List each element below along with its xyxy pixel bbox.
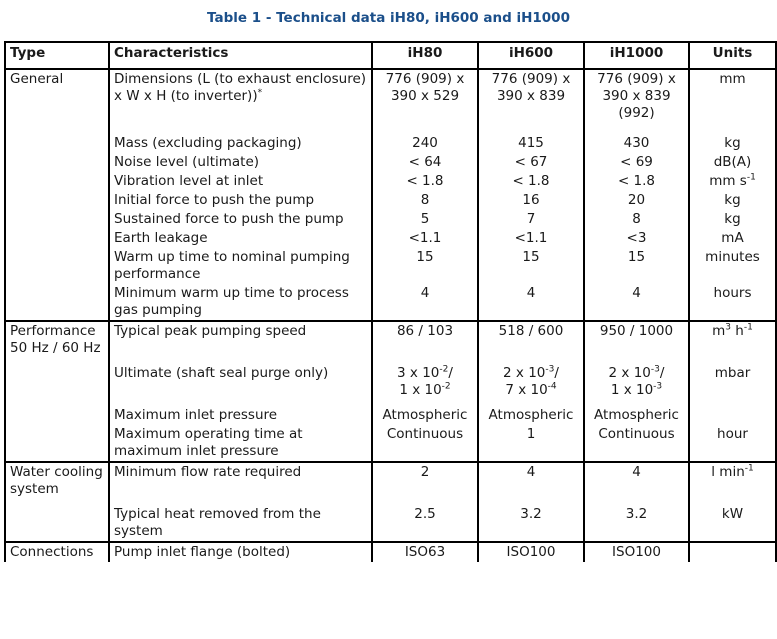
- characteristic-cell: Mass (excluding packaging): [109, 134, 372, 153]
- header-ih1000: iH1000: [584, 42, 689, 69]
- units-cell: dB(A): [689, 153, 776, 172]
- group-performance: Performance 50 Hz / 60 Hz: [5, 321, 109, 462]
- table-row: [5, 284, 776, 321]
- units-cell: mm: [689, 69, 776, 134]
- table-row: [5, 406, 776, 425]
- ultimate-separator: /: [448, 365, 453, 381]
- units-cell: [689, 542, 776, 562]
- value-cell: ISO100: [584, 542, 689, 562]
- dimensions-ih1000: 776 (909) x 390 x 839: [597, 71, 676, 104]
- value-cell: 2: [372, 462, 478, 505]
- characteristic-cell: Ultimate (shaft seal purge only): [109, 364, 372, 406]
- value-cell: 415: [478, 134, 584, 153]
- value-cell: ISO100: [478, 542, 584, 562]
- table-row: [5, 191, 776, 210]
- table-row: [5, 248, 776, 284]
- ultimate-exponent: -2: [439, 364, 449, 375]
- units-cell: [689, 172, 776, 191]
- value-cell: <1.1: [478, 229, 584, 248]
- units-exponent: -1: [746, 172, 756, 183]
- ultimate-exponent: -3: [653, 381, 663, 392]
- value-cell: 4: [584, 462, 689, 505]
- ultimate-exponent: -4: [547, 381, 557, 392]
- table-row: [5, 210, 776, 229]
- value-cell: 240: [372, 134, 478, 153]
- table-row: [5, 542, 776, 562]
- units-cell: hour: [689, 425, 776, 462]
- units-base: l min: [711, 464, 745, 480]
- value-cell: < 67: [478, 153, 584, 172]
- value-cell: 8: [372, 191, 478, 210]
- characteristic-cell: Vibration level at inlet: [109, 172, 372, 191]
- table-row: [5, 153, 776, 172]
- table-row: [5, 425, 776, 462]
- ultimate-separator: /: [554, 365, 559, 381]
- table-row: [5, 364, 776, 406]
- characteristic-cell: Minimum flow rate required: [109, 462, 372, 505]
- value-cell: 15: [372, 248, 478, 284]
- value-cell: [584, 364, 689, 406]
- value-cell: 2.5: [372, 505, 478, 542]
- footnote-mark: *: [257, 88, 263, 98]
- value-cell: Atmospheric: [372, 406, 478, 425]
- characteristic-cell: Sustained force to push the pump: [109, 210, 372, 229]
- table-row: [5, 172, 776, 191]
- value-cell: 15: [584, 248, 689, 284]
- value-cell: 3.2: [478, 505, 584, 542]
- units-cell: mA: [689, 229, 776, 248]
- ultimate-exponent: -2: [441, 381, 451, 392]
- value-cell: < 1.8: [584, 172, 689, 191]
- value-cell: 15: [478, 248, 584, 284]
- value-cell: [584, 69, 689, 134]
- table-row: [5, 321, 776, 364]
- characteristic-cell: Noise level (ultimate): [109, 153, 372, 172]
- group-connections: Connections: [5, 542, 109, 562]
- characteristic-cell: Typical peak pumping speed: [109, 321, 372, 364]
- value-cell: 16: [478, 191, 584, 210]
- table-row: [5, 229, 776, 248]
- value-cell: Continuous: [584, 425, 689, 462]
- units-cell: kg: [689, 191, 776, 210]
- dimensions-ih1000-alt: (992): [618, 105, 655, 121]
- characteristic-cell: Maximum operating time at maximum inlet pressure: [109, 425, 372, 462]
- ultimate-mantissa: 1 x 10: [610, 382, 654, 398]
- table-row: [5, 505, 776, 542]
- group-water-cooling: Water cooling system: [5, 462, 109, 542]
- ultimate-mantissa: 3 x 10: [397, 365, 440, 381]
- ultimate-mantissa: 2 x 10: [608, 365, 651, 381]
- value-cell: 20: [584, 191, 689, 210]
- table-row: [5, 134, 776, 153]
- value-cell: 86 / 103: [372, 321, 478, 364]
- units-base: h: [731, 323, 744, 339]
- value-cell: < 64: [372, 153, 478, 172]
- ultimate-mantissa: 2 x 10: [503, 365, 546, 381]
- value-cell: 430: [584, 134, 689, 153]
- units-cell: [689, 406, 776, 425]
- value-cell: 7: [478, 210, 584, 229]
- header-ih80: iH80: [372, 42, 478, 69]
- group-general: General: [5, 69, 109, 321]
- table-row: [5, 69, 776, 134]
- characteristic-cell: [109, 69, 372, 134]
- header-row: [5, 42, 776, 69]
- units-exponent: -1: [744, 463, 754, 474]
- header-characteristics: Characteristics: [109, 42, 372, 69]
- value-cell: Atmospheric: [584, 406, 689, 425]
- ultimate-mantissa: 7 x 10: [505, 382, 548, 398]
- value-cell: 3.2: [584, 505, 689, 542]
- characteristic-cell: Initial force to push the pump: [109, 191, 372, 210]
- characteristic-cell: Typical heat removed from the system: [109, 505, 372, 542]
- units-cell: [689, 321, 776, 364]
- value-cell: < 69: [584, 153, 689, 172]
- value-cell: 5: [372, 210, 478, 229]
- header-type: Type: [5, 42, 109, 69]
- value-cell: 950 / 1000: [584, 321, 689, 364]
- value-cell: [478, 364, 584, 406]
- ultimate-exponent: -3: [650, 364, 660, 375]
- units-cell: kg: [689, 210, 776, 229]
- value-cell: ISO63: [372, 542, 478, 562]
- value-cell: 776 (909) x 390 x 839: [478, 69, 584, 134]
- value-cell: < 1.8: [478, 172, 584, 191]
- technical-data-table: [4, 41, 777, 562]
- units-cell: kg: [689, 134, 776, 153]
- value-cell: < 1.8: [372, 172, 478, 191]
- value-cell: <3: [584, 229, 689, 248]
- ultimate-separator: /: [659, 365, 665, 381]
- value-cell: 4: [478, 284, 584, 321]
- ultimate-mantissa: 1 x 10: [399, 382, 442, 398]
- units-cell: mbar: [689, 364, 776, 406]
- value-cell: 1: [478, 425, 584, 462]
- table-row: [5, 462, 776, 505]
- characteristic-cell: Maximum inlet pressure: [109, 406, 372, 425]
- value-cell: 8: [584, 210, 689, 229]
- value-cell: Continuous: [372, 425, 478, 462]
- characteristic-cell: Warm up time to nominal pumping performance: [109, 248, 372, 284]
- header-units: Units: [689, 42, 776, 69]
- value-cell: [372, 364, 478, 406]
- units-exponent: 3: [725, 322, 732, 333]
- value-cell: 776 (909) x 390 x 529: [372, 69, 478, 134]
- characteristic-cell: Pump inlet flange (bolted): [109, 542, 372, 562]
- units-cell: kW: [689, 505, 776, 542]
- units-base: mm s: [709, 173, 747, 189]
- characteristic-cell: Earth leakage: [109, 229, 372, 248]
- value-cell: 4: [478, 462, 584, 505]
- characteristic-cell: Minimum warm up time to process gas pumping: [109, 284, 372, 321]
- header-ih600: iH600: [478, 42, 584, 69]
- value-cell: 4: [372, 284, 478, 321]
- units-cell: [689, 462, 776, 505]
- units-exponent: -1: [743, 322, 753, 333]
- units-base: m: [712, 323, 726, 339]
- value-cell: 518 / 600: [478, 321, 584, 364]
- value-cell: <1.1: [372, 229, 478, 248]
- table-caption: Table 1 - Technical data iH80, iH600 and iH1000: [207, 10, 570, 26]
- units-cell: minutes: [689, 248, 776, 284]
- dimensions-label: Dimensions (L (to exhaust enclosure) x W x H (to inverter)): [114, 71, 367, 104]
- value-cell: 4: [584, 284, 689, 321]
- ultimate-exponent: -3: [545, 364, 555, 375]
- units-cell: hours: [689, 284, 776, 321]
- value-cell: Atmospheric: [478, 406, 584, 425]
